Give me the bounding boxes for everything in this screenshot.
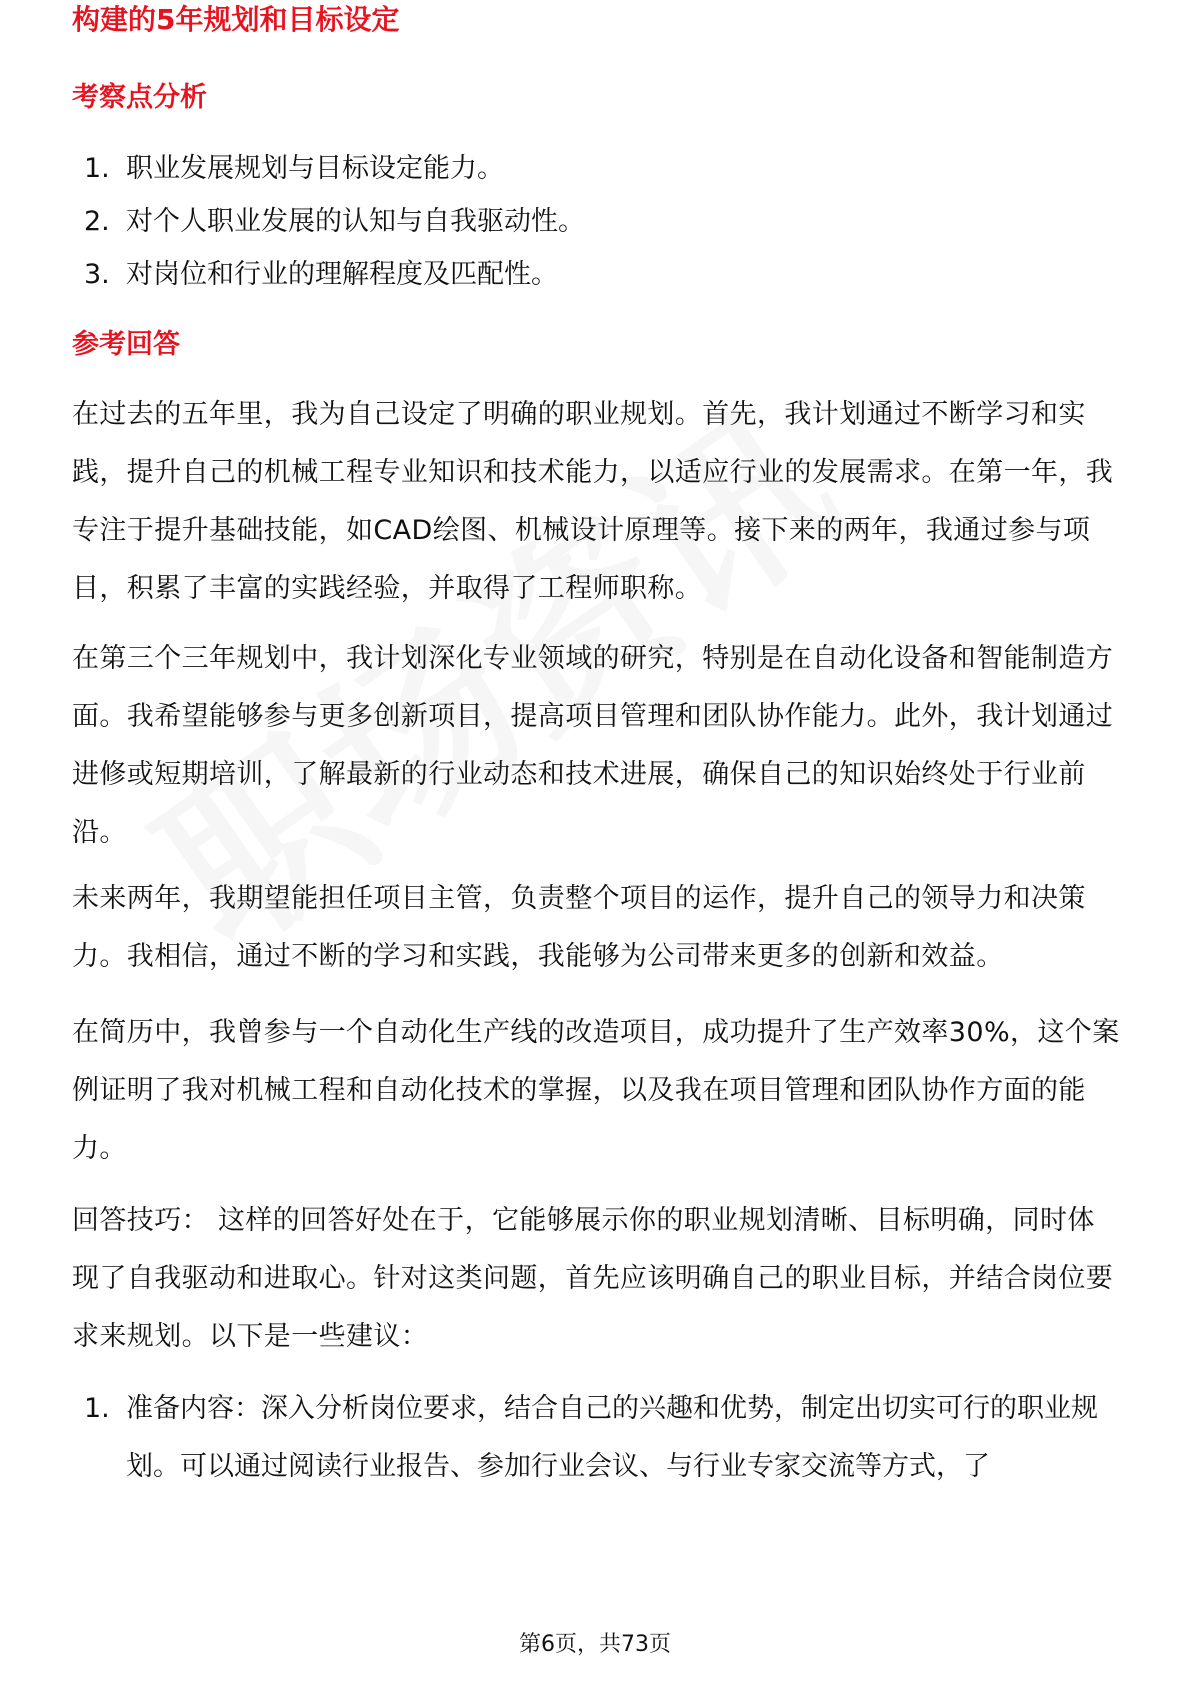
- list-number: 3.: [84, 259, 110, 290]
- section-title-analysis: 考察点分析: [72, 82, 207, 113]
- list-number: 1.: [84, 1393, 110, 1424]
- paragraph: 在简历中，我曾参与一个自动化生产线的改造项目，成功提升了生产效率30%，这个案例证明了我对机械工程和自动化技术的掌握，以及我在项目管理和团队协作方面的能力。: [72, 1017, 1120, 1164]
- list-item: [84, 193, 1124, 251]
- list-number: 2.: [84, 206, 110, 237]
- list-item: [84, 246, 1124, 304]
- list-item-text: 对岗位和行业的理解程度及匹配性。: [126, 259, 558, 290]
- answer-tips-paragraph: 回答技巧： 这样的回答好处在于，它能够展示你的职业规划清晰、目标明确，同时体现了自我驱动和进取心。针对这类问题，首先应该明确自己的职业目标，并结合岗位要求来规划。以下是一些建议：: [72, 1205, 1114, 1352]
- paragraph: 在过去的五年里，我为自己设定了明确的职业规划。首先，我计划通过不断学习和实践，提升自己的机械工程专业知识和技术能力，以适应行业的发展需求。在第一年，我专注于提升基础技能，如CAD绘图、机械设计原理等。接下来的两年，我通过参与项目，积累了丰富的实践经验，并取得了工程师职称。: [72, 399, 1114, 604]
- page-number: 第6页，共73页: [519, 1632, 671, 1657]
- cut-off-heading: [72, 3, 792, 66]
- paragraph: 在第三个三年规划中，我计划深化专业领域的研究，特别是在自动化设备和智能制造方面。我希望能够参与更多创新项目，提高项目管理和团队协作能力。此外，我计划通过进修或短期培训，了解最新的行业动态和技术进展，确保自己的知识始终处于行业前沿。: [72, 643, 1114, 848]
- list-item: [84, 1380, 1124, 1496]
- list-number: 1.: [84, 153, 110, 184]
- list-item-text: 准备内容：深入分析岗位要求，结合自己的兴趣和优势，制定出切实可行的职业规划。可以通过阅读行业报告、参加行业会议、与行业专家交流等方式，了: [126, 1393, 1098, 1482]
- list-item-text: 对个人职业发展的认知与自我驱动性。: [126, 206, 585, 237]
- section-title-reference-answer: 参考回答: [72, 329, 180, 360]
- cut-off-heading-text: 构建的5年规划和目标设定: [72, 3, 400, 36]
- list-item: [84, 140, 1124, 198]
- paragraph: 未来两年，我期望能担任项目主管，负责整个项目的运作，提升自己的领导力和决策力。我相信，通过不断的学习和实践，我能够为公司带来更多的创新和效益。: [72, 883, 1086, 972]
- list-item-text: 职业发展规划与目标设定能力。: [126, 153, 504, 184]
